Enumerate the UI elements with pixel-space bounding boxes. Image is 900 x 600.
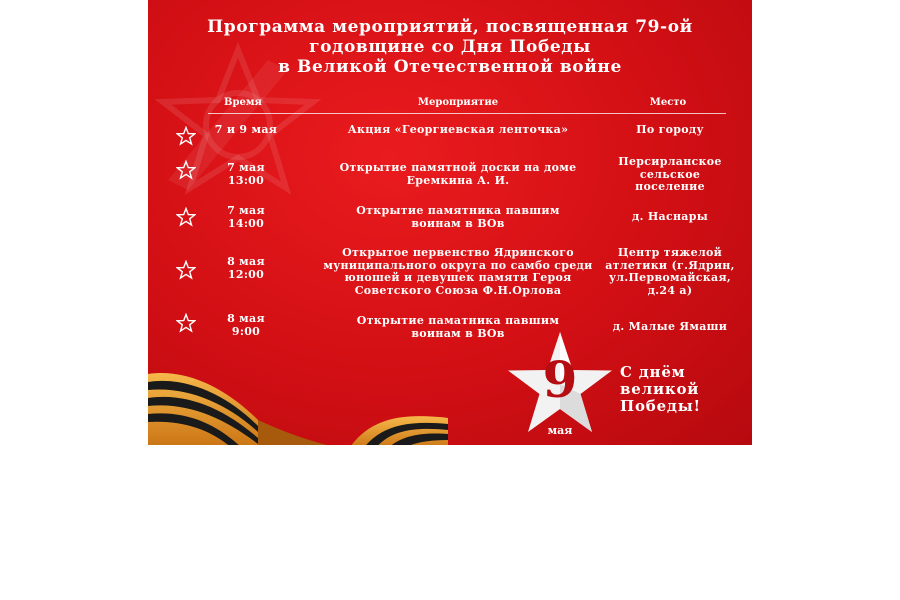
poster [148, 0, 752, 445]
header-divider [208, 113, 726, 114]
title-line: годовщине со Дня Победы [309, 37, 591, 57]
badge-number: 9 [542, 350, 578, 409]
star-icon [176, 260, 196, 280]
title-line: Программа мероприятий, посвященная 79-ой [207, 17, 693, 37]
event-place: Персирланское сельское поселение [618, 155, 722, 193]
event-title: Открытие паматника павшим воинам в ВОв [356, 314, 560, 340]
star-icon [176, 160, 196, 180]
event-place: Центр тяжелой атлетики (г.Ядрин, ул.Первомайская, д.24 а) [605, 246, 735, 297]
event-time: 8 мая 9:00 [227, 312, 265, 338]
poster-title [148, 17, 752, 77]
event-title: Открытое первенство Ядринского муниципального округа по самбо среди юношей и девушек памяти Героя Советского Союза Ф.Н.Орлова [323, 246, 593, 297]
event-place: По городу [636, 123, 704, 136]
event-place: д. Малые Ямаши [612, 320, 728, 333]
event-time: 7 мая 13:00 [227, 161, 265, 187]
column-header-place: Место [649, 97, 687, 108]
event-time: 7 мая 14:00 [227, 204, 265, 230]
event-time: 8 мая 12:00 [227, 255, 265, 281]
event-time: 7 и 9 мая [214, 123, 278, 136]
event-title: Открытие памятника павшим воинам в ВОв [356, 204, 560, 230]
star-icon [176, 313, 196, 333]
badge-month: мая [547, 424, 573, 437]
victory-greeting: С днём великой Победы! [620, 363, 701, 415]
event-title: Открытие памятной доски на доме Еремкина А. И. [339, 161, 577, 187]
event-title: Акция «Георгиевская ленточка» [347, 123, 569, 136]
star-icon [176, 207, 196, 227]
event-place: д. Наснары [631, 210, 709, 223]
star-icon [176, 126, 196, 146]
column-header-event: Мероприятие [417, 97, 499, 108]
column-header-time: Время [224, 97, 262, 108]
title-line: в Великой Отечественной войне [278, 57, 622, 77]
